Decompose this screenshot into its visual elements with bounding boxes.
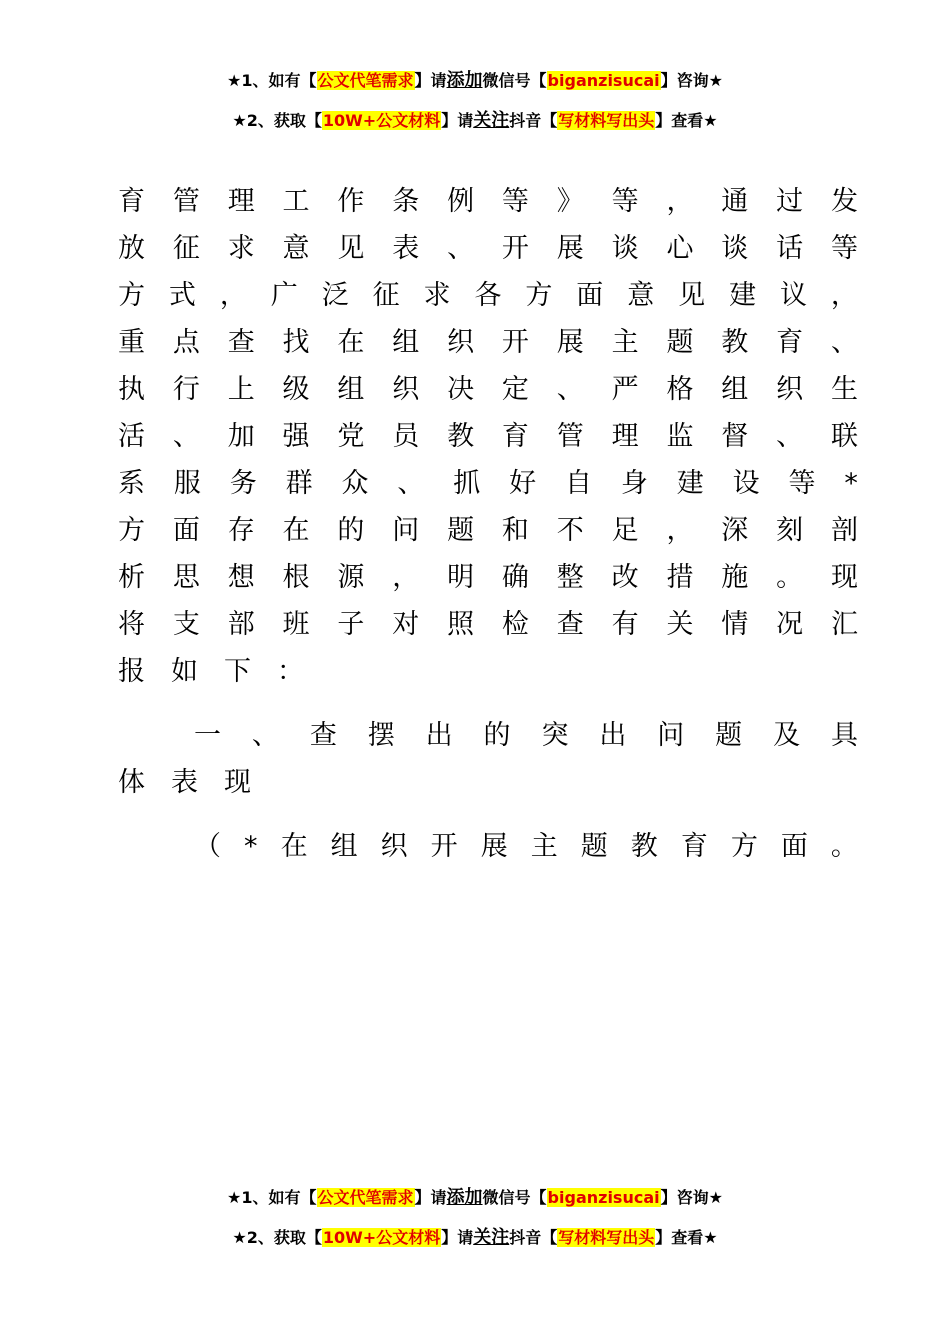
section-heading-continued: 体 表 现 <box>118 767 251 798</box>
document-body <box>118 178 858 870</box>
body-line: 活 、 加 强 党 员 教 育 管 理 监 督 、 联 <box>118 421 858 452</box>
body-line: 放 征 求 意 见 表 、 开 展 谈 心 谈 话 等 <box>118 233 858 264</box>
header-ad-line-2: ★2、获取【10W+公文材料】请关注抖音【写材料写出头】查看★ <box>232 110 718 131</box>
wechat-id: biganzisucai <box>547 71 660 90</box>
footer-ad-line-1: ★1、如有【公文代笔需求】请添加微信号【biganzisucai】咨询★ <box>227 1187 723 1208</box>
body-line: 系 服 务 群 众 、 抓 好 自 身 建 设 等 * <box>118 468 858 499</box>
douyin-id: 写材料写出头 <box>558 111 655 130</box>
body-line: 析 思 想 根 源 ， 明 确 整 改 措 施 。 现 <box>118 562 858 593</box>
body-line: 方 式 ， 广 泛 征 求 各 方 面 意 见 建 议 ， <box>118 280 858 311</box>
body-line: 方 面 存 在 的 问 题 和 不 足 ， 深 刻 剖 <box>118 515 858 546</box>
highlight-text: 公文代笔需求 <box>317 71 414 90</box>
wechat-id: biganzisucai <box>547 1188 660 1207</box>
header-banner <box>0 66 950 146</box>
footer-ad-line-2: ★2、获取【10W+公文材料】请关注抖音【写材料写出头】查看★ <box>232 1227 718 1248</box>
section-heading: 一 、 查 摆 出 的 突 出 问 题 及 具 <box>194 720 858 751</box>
body-line: 重 点 查 找 在 组 织 开 展 主 题 教 育 、 <box>118 327 858 358</box>
body-line: 执 行 上 级 组 织 决 定 、 严 格 组 织 生 <box>118 374 858 405</box>
subsection-heading: （ * 在 组 织 开 展 主 题 教 育 方 面 。 <box>194 831 858 862</box>
body-line: 报 如 下 ： <box>118 656 304 687</box>
douyin-id: 写材料写出头 <box>558 1228 655 1247</box>
highlight-text: 10W+公文材料 <box>322 111 441 130</box>
body-line: 育 管 理 工 作 条 例 等 》 等 ， 通 过 发 <box>118 186 858 217</box>
highlight-text: 公文代笔需求 <box>317 1188 414 1207</box>
highlight-text: 10W+公文材料 <box>322 1228 441 1247</box>
body-line: 将 支 部 班 子 对 照 检 查 有 关 情 况 汇 <box>118 609 858 640</box>
footer-banner <box>0 1183 950 1263</box>
header-ad-line-1: ★1、如有【公文代笔需求】请添加微信号【biganzisucai】咨询★ <box>227 70 723 91</box>
